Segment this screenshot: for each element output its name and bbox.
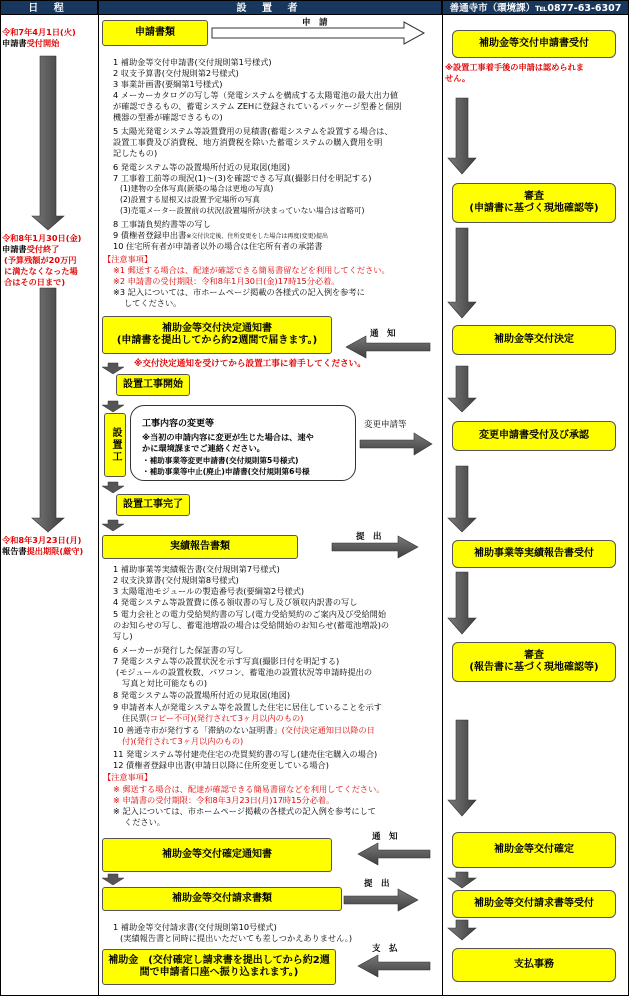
apply-doc: (2)設置する屋根又は設置予定場所の写真	[120, 195, 260, 204]
payment-line-1: 補助金 (交付確定し請求書を提出してから約2週	[108, 954, 330, 966]
city-accept-note-2: せん。	[445, 73, 471, 83]
confirm-notice-box: 補助金等交付確定通知書	[102, 838, 332, 872]
claim-doc-1: 1 補助金等交付請求書(交付規則第10号様式)	[113, 922, 277, 932]
change-form-2: ・補助事業等中止(廃止)申請書(交付規則第6号様	[142, 467, 310, 476]
report-note-3b: ください。	[124, 817, 165, 827]
city-review-title: 審査	[524, 190, 544, 202]
report-doc-10-red-b: 付)(発行されて3ヶ月以内のもの)	[122, 736, 244, 746]
arrow-pay-label: 支 払	[372, 944, 398, 954]
apply-doc: (3)売電メーター設置前の状況(設置場所が決まっていない場合は省略可)	[120, 206, 365, 215]
apply-doc: 4 メーカーカタログの写し等（発電システムを構成する太陽電池の最大出力値	[113, 90, 399, 100]
report-doc: のお知らせの写し、蓄電池増設の場合は受給開始のお知らせ(蓄電池増設)の	[113, 620, 390, 630]
city-review-box	[452, 183, 616, 223]
apply-docs-box: 申請書類	[102, 20, 208, 46]
report-doc: 8 発電システム等の設置場所付近の見取図(地図)	[113, 690, 291, 700]
report-notes-head: 【注意事項】	[103, 772, 153, 782]
apply-doc: 記したもの)	[113, 148, 158, 158]
arrow-notify-2	[358, 843, 430, 865]
installer-down-arrow	[102, 401, 124, 412]
arrow-submit-label: 提 出	[356, 532, 382, 542]
schedule-label-3a: 報告書	[2, 546, 27, 556]
claim-doc-2: (実績報告書と同時に提出いただいても差しつかえありません。)	[120, 933, 353, 943]
schedule-date-1: 令和7年4月1日(火)	[2, 27, 76, 37]
arrow-pay	[358, 955, 430, 977]
city-down-arrow	[448, 466, 476, 532]
report-doc: (モジュールの設置枚数、パワコン、蓄電池の設置状況等申請時提出の	[116, 667, 373, 677]
report-doc: 9 申請者本人が発電システム等を設置した住宅に居住していることを示す	[113, 702, 382, 712]
apply-doc: 設置工事費及び消費税、地方消費税を除いた蓄電システムの購入費用を明	[113, 137, 383, 147]
schedule-label-1	[2, 38, 59, 48]
city-decision-box: 補助金等交付決定	[452, 325, 616, 355]
report-note-2: ※ 申請書の受付期限：令和8年3月23日(月)17時15分必着。	[113, 795, 335, 805]
schedule-note-2c: 合はその日まで)	[4, 277, 66, 287]
apply-doc: 2 収支予算書(交付規則第2号様式)	[113, 68, 239, 78]
schedule-label-3	[2, 546, 83, 556]
report-doc: 4 発電システム等設置費に係る領収書の写し及び領収内訳書の写し	[113, 597, 358, 607]
city-claim-accept-box: 補助金等交付請求書等受付	[452, 890, 616, 918]
change-form-1: ・補助事業等変更申請書(交付規則第5号様式)	[142, 456, 299, 465]
header-schedule: 日 程	[0, 0, 98, 15]
city-down-arrow	[448, 920, 476, 940]
city-review2-sub: (報告書に基づく現地確認等)	[469, 662, 599, 673]
arrow-notify	[346, 336, 430, 358]
apply-doc: 6 発電システム等の設置場所付近の見取図(地図)	[113, 162, 291, 172]
apply-doc-9-text: 9 債権者登録申出書	[113, 230, 187, 240]
report-doc: 12 債権者登録申出書(申請日以降に住所変更している場合)	[113, 760, 329, 770]
report-doc: 11 発電システム等付建売住宅の売買契約書の写し(建売住宅購入の場合)	[113, 749, 378, 759]
work-vertical-label: 設置工	[110, 427, 121, 463]
apply-doc: 7 工事着工前等の現況(1)～(3)を確認できる写真(撮影日付を明記する)	[113, 173, 372, 183]
apply-note-2: ※2 申請書の受付期限：令和8年1月30日(金)17時15分必着。	[113, 276, 340, 286]
report-doc: 6 メーカーが発行した保証書の写し	[113, 645, 244, 655]
installer-down-arrow	[102, 482, 124, 493]
apply-doc: (1)建物の全体写真(新築の場合は更地の写真)	[120, 184, 274, 193]
decision-notice-title: 補助金等交付決定通知書	[162, 322, 272, 334]
change-body-2: かに環境課までご連絡ください。	[142, 443, 265, 453]
schedule-label-2a: 申請書	[2, 244, 27, 254]
header-city: 善通寺市（環境課）℡0877-63-6307	[442, 0, 629, 15]
report-doc: 写真と対比可能なもの)	[122, 678, 208, 688]
report-doc: 1 補助事業等実績報告書(交付規則第7号様式)	[113, 564, 280, 574]
installer-down-arrow	[102, 874, 124, 885]
installer-down-arrow	[102, 520, 124, 531]
report-doc-9-red: (コピー不可)(発行されて3ヶ月以内のもの)	[146, 713, 304, 723]
report-doc-9b	[122, 713, 303, 723]
schedule-note-2a: (予算残額が20万円	[4, 255, 77, 265]
claim-box: 補助金等交付請求書類	[102, 887, 342, 911]
work-vertical-box	[104, 413, 126, 477]
city-down-arrow	[448, 228, 476, 318]
schedule-label-3b: 提出期限(厳守)	[26, 546, 84, 556]
city-review2-title: 審査	[524, 649, 544, 661]
end-work-box: 設置工事完了	[116, 494, 190, 516]
report-doc-10-red-a: (交付決定通知日以降の日	[281, 725, 375, 735]
city-down-arrow	[448, 366, 476, 412]
apply-note-1: ※1 郵送する場合は、配達が確認できる簡易書留などを利用してください。	[113, 265, 390, 275]
report-doc: 7 発電システム等の設置状況を示す写真(撮影日付を明記する)	[113, 656, 340, 666]
city-change-accept-box: 変更申請書受付及び承認	[452, 421, 616, 451]
report-doc: 3 太陽電池モジュールの製造番号表(要綱第2号様式)	[113, 586, 305, 596]
arrow-notify-label: 通 知	[370, 329, 396, 339]
arrow-submit-2-label: 提 出	[364, 879, 390, 889]
schedule-arrow-2	[32, 288, 64, 532]
report-doc-9b-text: 住民票	[122, 713, 147, 723]
city-down-arrow	[448, 572, 476, 634]
apply-doc: 5 太陽光発電システム等設置費用の見積書(蓄電システムを設置する場合は、	[113, 126, 393, 136]
report-box: 実績報告書類	[102, 535, 298, 559]
schedule-note-2b: に満たなくなった場	[4, 266, 78, 276]
report-doc-10	[113, 725, 375, 735]
city-report-accept-box: 補助事業等実績報告書受付	[452, 540, 616, 568]
schedule-label-2b: 受付終了	[26, 244, 60, 254]
apply-doc: 8 工事請負契約書等の写し	[113, 219, 211, 229]
city-review-sub: (申請書に基づく現地確認等)	[469, 203, 599, 214]
start-work-box: 設置工事開始	[116, 374, 190, 396]
payment-line-2: 間で申請者口座へ振り込まれます。)	[139, 967, 299, 978]
apply-doc: が確認できるもの、蓄電システム ZEHに登録されているパッケージ型番と個別	[113, 101, 402, 111]
change-body-1: ※当初の申請内容に変更が生じた場合は、速や	[142, 432, 314, 442]
arrow-change	[360, 433, 432, 455]
city-pay-box: 支払事務	[452, 948, 616, 982]
report-doc: 2 収支決算書(交付規則第8号様式)	[113, 575, 239, 585]
apply-note-3a: ※3 記入については、市ホームページ掲載の各様式の記入例を参考に	[113, 287, 365, 297]
report-doc: 5 電力会社との電力受給契約書の写し(電力受給契約のご案内及び受給開始	[113, 609, 387, 619]
schedule-label-1b: 受付開始	[26, 38, 60, 48]
report-doc-10-text: 10 善通寺市が発行する「滞納のない証明書」	[113, 725, 282, 735]
start-warning: ※交付決定通知を受けてから設置工事に着手してください。	[134, 359, 366, 369]
arrow-change-label: 変更申請等	[364, 420, 407, 430]
apply-doc: 機器の型番が確認できるもの)	[113, 112, 223, 122]
city-down-arrow	[448, 720, 476, 816]
arrow-submit-2	[344, 889, 418, 911]
apply-doc-9-note: ※交付決定後、住所変更をした場合は再度(変更)提出	[186, 233, 329, 240]
apply-doc: 1 補助金等交付申請書(交付規則第1号様式)	[113, 57, 272, 67]
city-down-arrow	[448, 98, 476, 174]
installer-down-arrow	[102, 363, 124, 374]
city-accept-note-1: ※設置工事着手後の申請は認められま	[445, 62, 584, 72]
apply-doc: 3 事業計画書(要綱第1号様式)	[113, 79, 223, 89]
arrow-apply-label: 申 請	[302, 18, 328, 28]
schedule-date-3: 令和8年3月23日(月)	[2, 535, 82, 545]
payment-box	[102, 949, 336, 985]
change-title: 工事内容の変更等	[142, 419, 215, 429]
decision-notice-sub: (申請書を提出してから約2週間で届きます。)	[116, 335, 318, 346]
arrow-notify-2-label: 通 知	[372, 832, 398, 842]
apply-doc: 10 住宅所有者が申請者以外の場合は住宅所有者の承諾書	[113, 241, 323, 251]
decision-notice-box	[102, 316, 332, 354]
schedule-label-2	[2, 244, 59, 254]
report-note-3a: ※ 記入については、市ホームページ掲載の各様式の記入例を参考にして	[113, 806, 376, 816]
schedule-arrow-1	[32, 56, 64, 230]
schedule-date-2: 令和8年1月30日(金)	[2, 233, 82, 243]
schedule-label-1a: 申請書	[2, 38, 27, 48]
city-accept-box: 補助金等交付申請書受付	[452, 30, 616, 58]
apply-notes-head: 【注意事項】	[103, 254, 153, 264]
city-confirm-box: 補助金等交付確定	[452, 832, 616, 868]
report-doc: 写し)	[113, 631, 133, 641]
city-review2-box	[452, 642, 616, 682]
report-note-1: ※ 郵送する場合は、配達が確認できる簡易書留などを利用してください。	[113, 784, 385, 794]
apply-note-3b: してください。	[124, 298, 182, 308]
header-installer: 設 置 者	[98, 0, 442, 15]
city-down-arrow	[448, 872, 476, 888]
